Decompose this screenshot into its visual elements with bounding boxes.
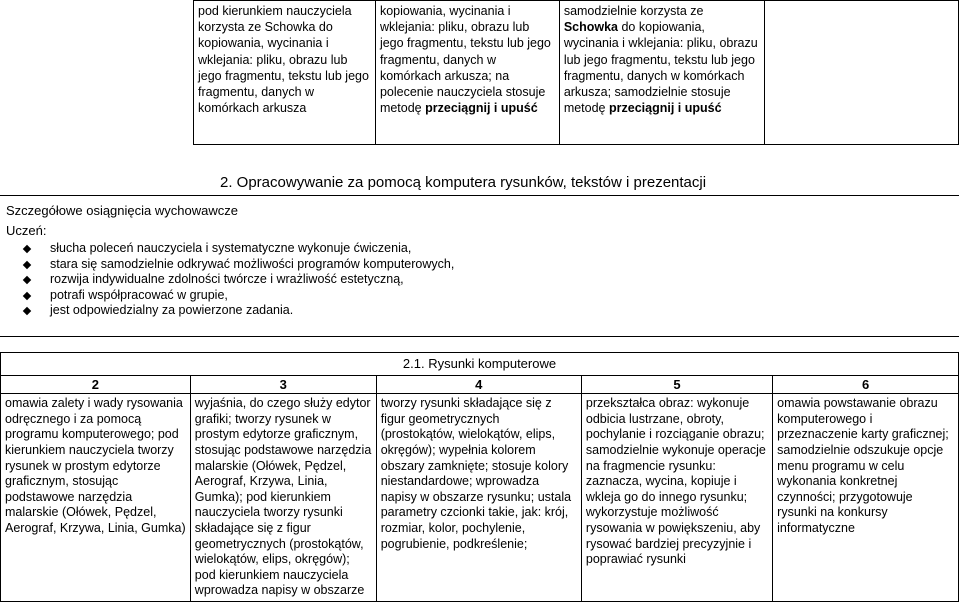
table-cell: omawia zalety i wady rysowania odręcznego i za pomocą programu komputerowego; pod kierunkiem nauczyciela tworzy rysunek w prostym edytorze graficznym, stosując podstawowe narzędzia malarskie (Ołówek, Pędzel, Aerograf, Krzywa, Linia, Gumka)	[1, 394, 191, 602]
top-cell-2-text: kopiowania, wycinania i wklejania: pliku, obrazu lub jego fragmentu, tekstu lub jego fragmentu, danych w komórkach arkusza; na polecenie nauczyciela stosuje metodę	[379, 4, 551, 116]
diamond-bullet-icon	[23, 260, 31, 268]
goal-text: stara się samodzielnie odkrywać możliwości programów komputerowych,	[50, 256, 455, 271]
top-cell-1-text: pod kierunkiem nauczyciela korzysta ze Schowka do kopiowania, wycinania i wklejania: pliku, obrazu lub jego fragmentu, tekstu lub jego fragmentu, danych w komórkach arkusza	[198, 4, 369, 116]
diamond-bullet-icon	[23, 276, 31, 284]
column-number: 2	[1, 375, 191, 394]
section-title: 2. Opracowywanie za pomocą komputera rysunków, tekstów i prezentacji	[220, 174, 707, 191]
diamond-bullet-icon	[23, 245, 31, 253]
top-cell-2-bold-term: przeciągnij i upuść	[425, 101, 538, 116]
top-cell-3-text-b: do kopiowania, wycinania i wklejania: pliku, obrazu lub jego fragmentu, tekstu lub jego fragmentu, danych w komórkach arkusza; samodzielnie stosuje metodę	[563, 20, 758, 116]
goal-text: jest odpowiedzialny za powierzone zadania.	[50, 303, 294, 318]
top-cell-1	[194, 1, 376, 145]
goal-item	[24, 272, 454, 288]
goal-text: rozwija indywidualne zdolności twórcze i wrażliwość estetyczną,	[50, 272, 404, 287]
table-cell: tworzy rysunki składające się z figur geometrycznych (prostokątów, wielokątów, elips, okręgów); wypełnia kolorem obszary zamknięte; stosuje kolory niestandardowe; wprowadza napisy w obszarze rysunku; ustala parametry czcionki takie, jak: krój, rozmiar, kolor, pochylenie, pogrubienie, podkreślenie;	[376, 394, 581, 602]
top-cell-2	[375, 1, 559, 145]
top-cell-3-bold-term: przeciągnij i upuść	[609, 101, 722, 116]
column-number: 6	[773, 375, 959, 394]
column-number: 4	[376, 375, 581, 394]
column-number: 3	[190, 375, 376, 394]
goal-text: potrafi współpracować w grupie,	[50, 287, 228, 302]
top-cell-4-empty	[765, 1, 959, 145]
student-label: Uczeń:	[6, 223, 47, 238]
bottom-requirements-table	[0, 352, 959, 602]
section-subtitle: Szczegółowe osiągnięcia wychowawcze	[6, 203, 238, 218]
column-number: 5	[581, 375, 772, 394]
top-cell-3	[559, 1, 764, 145]
goal-item	[24, 288, 454, 304]
goal-item	[24, 257, 454, 273]
goal-item	[24, 241, 454, 257]
table-cell: wyjaśnia, do czego służy edytor grafiki; tworzy rysunek w prostym edytorze graficznym, stosując podstawowe narzędzia malarskie (Ołówek, Pędzel, Aerograf, Krzywa, Linia, Gumka); pod kierunkiem nauczyciela tworzy rysunki składające się z figur geometrycznych (prostokątów, wielokątów, elips, okręgów); pod kierunkiem nauczyciela wprowadza napisy w obszarze	[190, 394, 376, 602]
table-cell: omawia powstawanie obrazu komputerowego i przeznaczenie karty graficznej; samodzielnie odszukuje opcje menu programu w celu wykonania konkretnej czynności; przygotowuje rysunki na konkursy informatyczne	[773, 394, 959, 602]
table-cell: przekształca obraz: wykonuje odbicia lustrzane, obroty, pochylanie i rozciąganie obrazu; samodzielnie wykonuje operacje na fragmencie rysunku: zaznacza, wycina, kopiuje i wkleja go do innego rysunku; wykorzystuje możliwość rysowania w powiększeniu, aby rysować bardziej precyzyjnie i poprawiać rysunki	[581, 394, 772, 602]
top-requirements-table	[193, 0, 959, 145]
diamond-bullet-icon	[23, 307, 31, 315]
top-cell-3-text-a: samodzielnie korzysta ze	[563, 4, 704, 18]
table-title: 2.1. Rysunki komputerowe	[1, 353, 959, 376]
top-cell-3-bold-schowka: Schowka	[563, 20, 618, 35]
goal-item	[24, 303, 454, 319]
diamond-bullet-icon	[23, 292, 31, 300]
goals-list	[24, 241, 454, 319]
goal-text: słucha poleceń nauczyciela i systematyczne wykonuje ćwiczenia,	[50, 241, 412, 255]
